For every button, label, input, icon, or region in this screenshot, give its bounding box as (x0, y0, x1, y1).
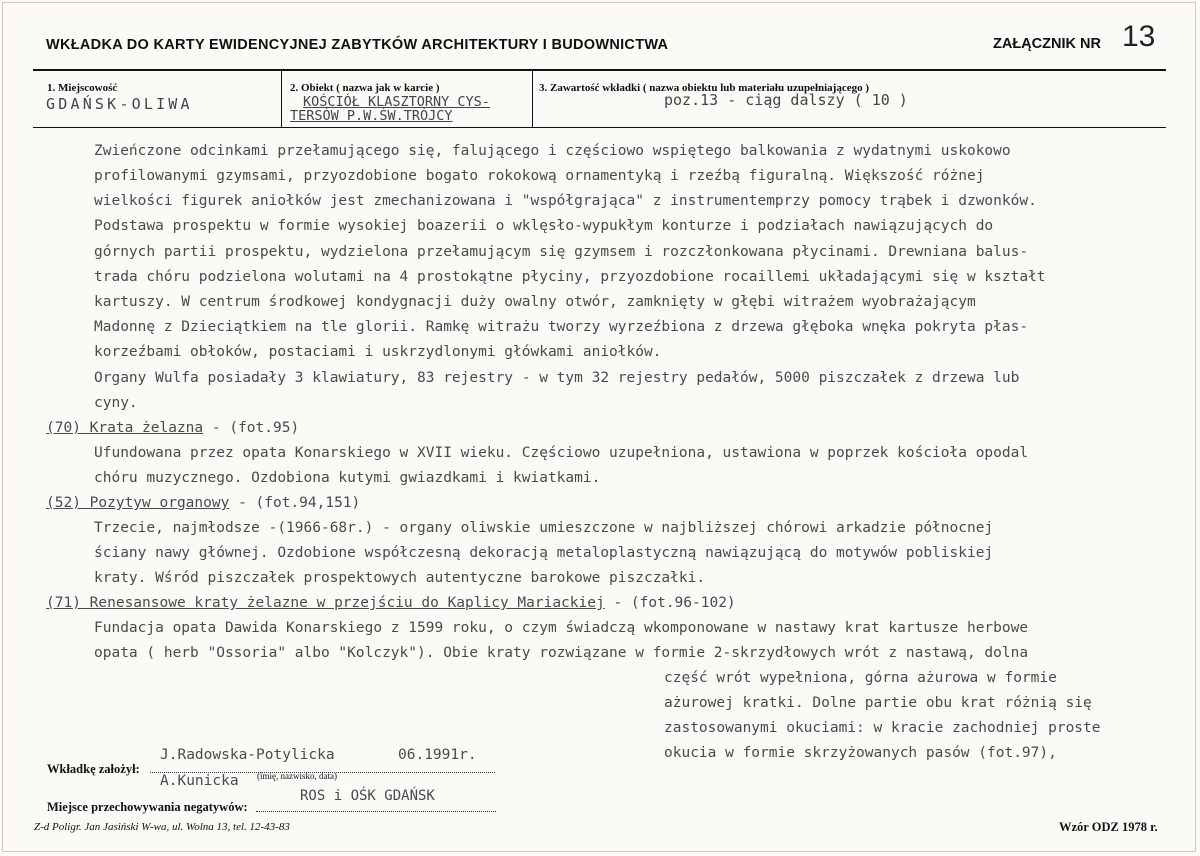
locality-label: 1. Miejscowość (47, 82, 118, 94)
section-title: (71) Renesansowe kraty żelazne w przejściu do Kaplicy Mariackiej (46, 595, 605, 611)
object-value-line-1: KOŚCIÓŁ KLASZTORNY CYS- (303, 94, 490, 110)
body-line: Organy Wulfa posiadały 3 klawiatury, 83 rejestry - w tym 32 rejestry pedałów, 5000 piszczałek z drzewa lub (94, 370, 1020, 386)
body-line: część wrót wypełniona, górna ażurowa w formie (664, 670, 1057, 686)
body-line: Zwieńczone odcinkami przełamującego się, falującego i częściowo wspiętego balkowania z wydatnymi uskokowo (94, 143, 1011, 159)
author-hint: (imię, nazwisko, data) (257, 771, 337, 781)
annex-number: 13 (1122, 20, 1156, 53)
body-line: korzeźbami obłoków, postaciami i uskrzydlonymi główkami aniołków. (94, 344, 662, 360)
body-line: trada chóru podzielona wolutami na 4 prostokątne płyciny, przyozdobione rocaillemi układającymi się w kształt (94, 269, 1046, 285)
locality-value: GDAŃSK-OLIWA (46, 95, 193, 113)
body-line: ażurowej kratki. Dolne partie obu krat różnią się (664, 695, 1092, 711)
author-2: A.Kunicka (160, 773, 239, 789)
body-line: kraty. Wśród piszczałek prospektowych autentyczne barokowe piszczałki. (94, 570, 706, 586)
negatives-value: ROS i OŚK GDAŃSK (300, 788, 435, 804)
printer-imprint: Z-d Poligr. Jan Jasiński W-wa, ul. Wolna 13, tel. 12-43-83 (34, 821, 290, 833)
field-divider-2 (532, 69, 533, 128)
author-1: J.Radowska-Potylicka (160, 747, 335, 763)
body-line: cyny. (94, 395, 138, 411)
content-label: 3. Zawartość wkładki ( nazwa obiektu lub materiału uzupełniającego ) (539, 82, 870, 94)
body-line: okucia w formie skrzyżowanych pasów (fot.97), (664, 745, 1057, 761)
body-line: profilowanymi gzymsami, przyozdobione bogato rokokową ornamentyką i rzeźbą figuralną. Większość różnej (94, 168, 985, 184)
section-title: (70) Krata żelazna (46, 420, 204, 436)
header-rule-bottom (33, 127, 1166, 128)
body-line: Trzecie, najmłodsze -(1966-68r.) - organy oliwskie umieszczone w najbliższej chórowi arkadzie północnej (94, 520, 994, 536)
body-line: Fundacja opata Dawida Konarskiego z 1599 roku, o czym świadczą wkomponowane w nastawy krat kartusze herbowe (94, 620, 1029, 636)
section-heading-52 (46, 495, 360, 511)
content-value: poz.13 - ciąg dalszy ( 10 ) (664, 91, 908, 109)
body-line: opata ( herb "Ossoria" albo "Kolczyk"). Obie kraty rozwiązane w formie 2-skrzydłowych wrót z nastawą, dolna (94, 645, 1029, 661)
body-line: zastosowanymi okuciami: w kracie zachodniej proste (664, 720, 1101, 736)
section-photo-ref: - (fot.94,151) (238, 495, 361, 511)
section-title: (52) Pozytyw organowy (46, 495, 230, 511)
body-line: Madonnę z Dzieciątkiem na tle glorii. Ramkę witrażu tworzy wyrzeźbiona z drzewa głęboka wnęka pokryta płas- (94, 319, 1029, 335)
negatives-label: Miejsce przechowywania negatywów: (47, 800, 248, 814)
negatives-dotted-line (256, 811, 496, 812)
header-rule-top (33, 69, 1166, 71)
object-label: 2. Obiekt ( nazwa jak w karcie ) (290, 82, 440, 94)
section-heading-70 (46, 420, 299, 436)
object-value-line-2: TERSÓW P.W.ŚW.TRÓJCY (290, 108, 453, 124)
founded-by-label: Wkładkę założył: (47, 762, 140, 776)
section-photo-ref: - (fot.96-102) (613, 595, 736, 611)
field-divider-1 (281, 69, 282, 128)
form-title: WKŁADKA DO KARTY EWIDENCYJNEJ ZABYTKÓW ARCHITEKTURY I BUDOWNICTWA (46, 37, 669, 53)
form-model: Wzór ODZ 1978 r. (1059, 820, 1158, 834)
body-line: chóru muzycznego. Ozdobiona kutymi gwiazdkami i kwiatkami. (94, 470, 601, 486)
body-line: Podstawa prospektu w formie wysokiej boazerii o wklęsło-wypukłym konturze i podziałach nawiązujących do (94, 218, 994, 234)
section-photo-ref: - (fot.95) (211, 420, 300, 436)
body-line: wielkości figurek aniołków jest zmechanizowana i "współgrająca" z instrumentemprzy pomocy trąbek i dzwonków. (94, 193, 1037, 209)
body-line: Ufundowana przez opata Konarskiego w XVII wieku. Częściowo uzupełniona, ustawiona w poprzek kościoła opodal (94, 445, 1029, 461)
body-line: ściany nawy głównej. Ozdobione współczesną dekoracją metaloplastyczną nawiązującą do motywów pobliskiej (94, 545, 994, 561)
section-heading-71 (46, 595, 736, 611)
body-line: górnych partii prospektu, wydzielona przełamującym się gzymsem i rozczłonkowana płycinami. Drewniana balus- (94, 244, 1029, 260)
founded-date: 06.1991r. (398, 747, 477, 763)
body-line: kartuszy. W centrum środkowej kondygnacji duży owalny otwór, zamknięty w głębi witrażem wyobrażającym (94, 294, 976, 310)
annex-label: ZAŁĄCZNIK NR (993, 36, 1101, 52)
